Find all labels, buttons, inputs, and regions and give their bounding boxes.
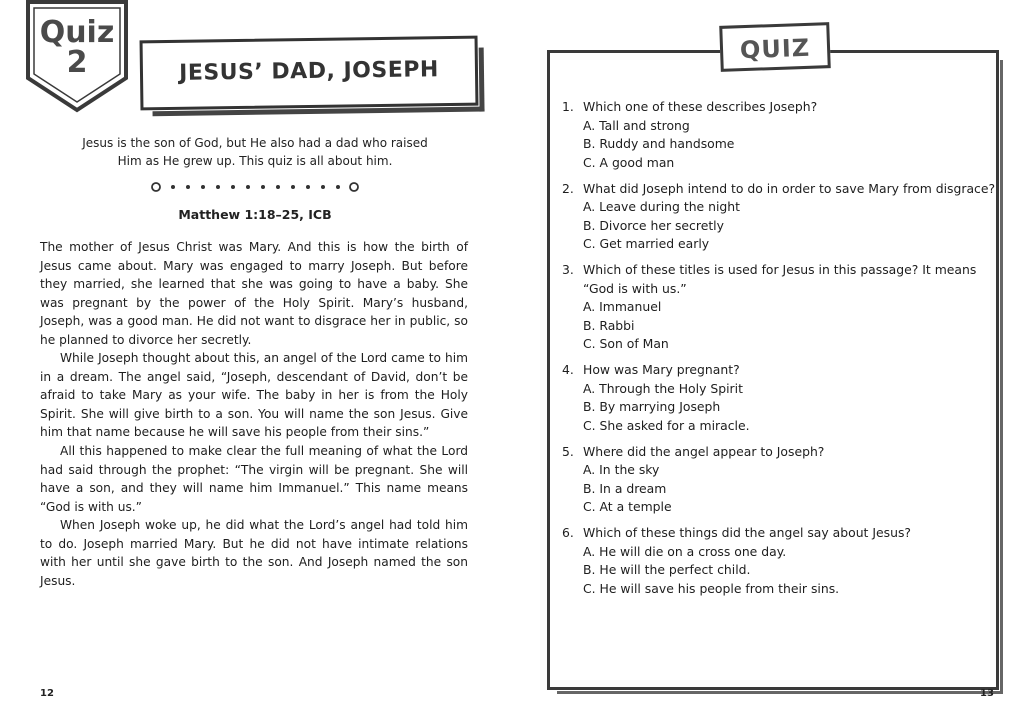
badge-label [22, 15, 132, 80]
question-number: 6. [562, 525, 574, 540]
answer-option: A. Immanuel [583, 299, 662, 314]
answer-option: C. Get married early [583, 236, 710, 251]
question-item [562, 524, 1002, 598]
quiz-tab-label: QUIZ [739, 33, 811, 65]
question-number: 1. [562, 99, 574, 114]
scripture-passage [40, 238, 468, 590]
answer-option: C. She asked for a miracle. [583, 417, 750, 433]
dotted-divider-icon [150, 180, 360, 194]
question-text: Which one of these describes Joseph? [583, 99, 818, 114]
question-text: What did Joseph intend to do in order to save Mary from disgrace? [583, 180, 996, 196]
question-text: Where did the angel appear to Joseph? [583, 443, 825, 459]
passage-paragraph: The mother of Jesus Christ was Mary. And this is how the birth of Jesus came about. Mary was engaged to marry Joseph. But before they married, she learned that she was going to have a baby. She was pregnant by the power of the Holy Spirit. Mary’s husband, Joseph, was a good man. He did not want to disgrace her in public, so he planned to divorce her secretly. [40, 240, 468, 347]
question-text: How was Mary pregnant? [583, 362, 740, 377]
badge-line-2: 2 [66, 45, 88, 80]
title-banner [140, 36, 479, 111]
answer-option: C. A good man [583, 154, 675, 170]
answer-option: C. Son of Man [583, 336, 669, 351]
question-list [562, 98, 1002, 606]
question-item [562, 180, 1002, 254]
intro-text: Jesus is the son of God, but He also had a dad who raised Him as He grew up. This quiz is all about him. [82, 136, 428, 168]
passage-paragraph: When Joseph woke up, he did what the Lord’s angel had told him to do. Joseph married Mary. But he did not have intimate relations with her until she gave birth to the son. And Joseph named the son Jesus. [40, 518, 468, 588]
answer-option: A. Through the Holy Spirit [583, 380, 743, 396]
answer-option: B. Divorce her secretly [583, 217, 724, 233]
passage-paragraph: While Joseph thought about this, an angel of the Lord came to him in a dream. The angel said, “Joseph, descendant of David, don’t be afraid to take Mary as your wife. The baby in her is from the Holy Spirit. She will give birth to a son. You will name the son Jesus. Give him that name because he will save his people from their sins.” [40, 351, 468, 440]
question-item [562, 443, 1002, 517]
answer-option: B. Rabbi [583, 317, 635, 333]
question-item [562, 98, 1002, 172]
quiz-tab [719, 22, 831, 72]
left-page [0, 0, 515, 717]
question-number: 5. [562, 443, 574, 459]
answer-option: C. He will save his people from their sins. [583, 580, 840, 596]
badge-line-1: Quiz [39, 15, 115, 50]
question-number: 3. [562, 262, 574, 277]
question-item [562, 261, 1002, 354]
question-number: 4. [562, 362, 574, 377]
page-title: JESUS’ DAD, JOSEPH [178, 57, 439, 86]
answer-option: B. By marrying Joseph [583, 399, 721, 414]
answer-option: B. In a dream [583, 480, 667, 496]
answer-option: B. He will the perfect child. [583, 562, 751, 577]
answer-option: A. In the sky [583, 462, 660, 477]
question-text: Which of these things did the angel say about Jesus? [583, 525, 911, 540]
passage-paragraph: All this happened to make clear the full meaning of what the Lord had said through the prophet: “The virgin will be pregnant. She will have a son, and they will name him Immanuel.” This name means “God is with us.” [40, 444, 468, 514]
answer-option: C. At a temple [583, 499, 672, 514]
page-number-left: 12 [40, 688, 54, 699]
question-item [562, 361, 1002, 435]
question-text: Which of these titles is used for Jesus in this passage? It means “God is with us.” [583, 262, 977, 296]
page-number-right: 13 [980, 688, 994, 699]
answer-option: A. He will die on a cross one day. [583, 543, 787, 559]
answer-option: B. Ruddy and handsome [583, 136, 735, 151]
answer-option: A. Leave during the night [583, 199, 740, 214]
question-number: 2. [562, 180, 574, 196]
answer-option: A. Tall and strong [583, 117, 690, 133]
right-page [515, 0, 1031, 717]
scripture-reference: Matthew 1:18–25, ICB [178, 207, 332, 222]
quiz-number-badge [22, 0, 132, 115]
